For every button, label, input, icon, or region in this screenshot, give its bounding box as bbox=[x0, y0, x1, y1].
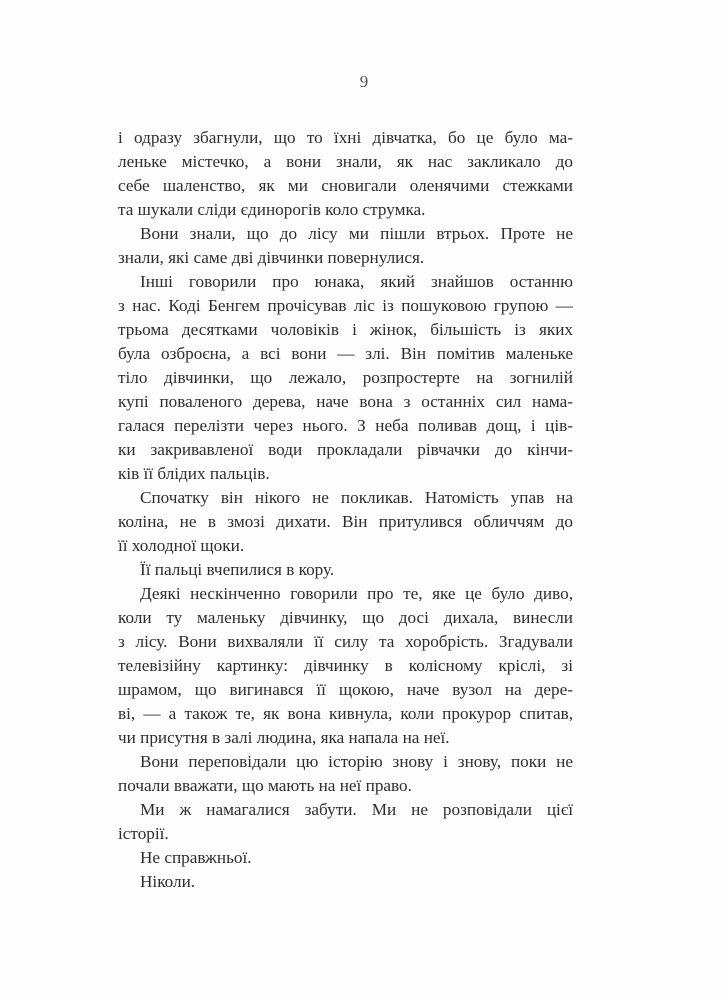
text-line: Деякі нескінченно говорили про те, яке це було диво, bbox=[140, 584, 573, 603]
text-line: телевізійну картинку: дівчинку в колісному кріслі, зі bbox=[118, 656, 573, 675]
text-line: з нас. Коді Бенгем прочісував ліс із пошуковою групою — bbox=[118, 296, 573, 315]
text-line: і одразу збагнули, що то їхні дівчатка, бо це було ма- bbox=[118, 128, 573, 147]
text-line: Вони знали, що до лісу ми пішли втрьох. Проте не bbox=[140, 224, 573, 243]
text-line: почали вважати, що мають на неї право. bbox=[118, 776, 412, 795]
text-line: Ми ж намагалися забути. Ми не розповідали цієї bbox=[140, 800, 573, 819]
text-line: Її пальці вчепилися в кору. bbox=[140, 560, 335, 579]
text-line: та шукали сліди єдинорогів коло струмка. bbox=[118, 200, 426, 219]
text-line: її холодної щоки. bbox=[118, 536, 245, 555]
text-line: купі поваленого дерева, наче вона з останніх сил нама- bbox=[118, 392, 573, 411]
text-line: тіло дівчинки, що лежало, розпростерте на зогнилій bbox=[118, 368, 573, 387]
text-line: Ніколи. bbox=[140, 872, 196, 891]
text-line: з лісу. Вони вихваляли її силу та хоробрість. Згадували bbox=[118, 632, 573, 651]
text-line: була озброєна, а всі вони — злі. Він помітив маленьке bbox=[118, 344, 573, 363]
text-line: ків її блідих пальців. bbox=[118, 464, 270, 483]
text-line: леньке містечко, а вони знали, як нас закликало до bbox=[118, 152, 573, 171]
text-line: Вони переповідали цю історію знову і знову, поки не bbox=[140, 752, 573, 771]
text-line: знали, які саме дві дівчинки повернулися. bbox=[118, 248, 425, 267]
text-line: трьома десятками чоловіків і жінок, більшість із яких bbox=[118, 320, 573, 339]
text-line: Інші говорили про юнака, який знайшов останню bbox=[140, 272, 573, 291]
text-line: шрамом, що вигинався її щокою, наче вузол на дере- bbox=[118, 680, 573, 699]
text-line: коли ту маленьку дівчинку, що досі дихала, винесли bbox=[118, 608, 573, 627]
text-line: ки закривавленої води прокладали рівчачки до кінчи- bbox=[118, 440, 573, 459]
text-line: галася перелізти через нього. З неба поливав дощ, і ців- bbox=[118, 416, 573, 435]
text-line: ві, — а також те, як вона кивнула, коли прокурор спитав, bbox=[118, 704, 573, 723]
text-line: Спочатку він нікого не покликав. Натомість упав на bbox=[140, 488, 573, 507]
text-line: Не справжньої. bbox=[140, 848, 252, 867]
text-line: чи присутня в залі людина, яка напала на неї. bbox=[118, 728, 450, 747]
text-line: історії. bbox=[118, 824, 169, 843]
page-number: 9 bbox=[359, 72, 369, 91]
text-line: себе шаленство, як ми сновигали оленячими стежками bbox=[118, 176, 573, 195]
text-line: коліна, не в змозі дихати. Він притулився обличчям до bbox=[118, 512, 573, 531]
body-text bbox=[118, 126, 573, 894]
